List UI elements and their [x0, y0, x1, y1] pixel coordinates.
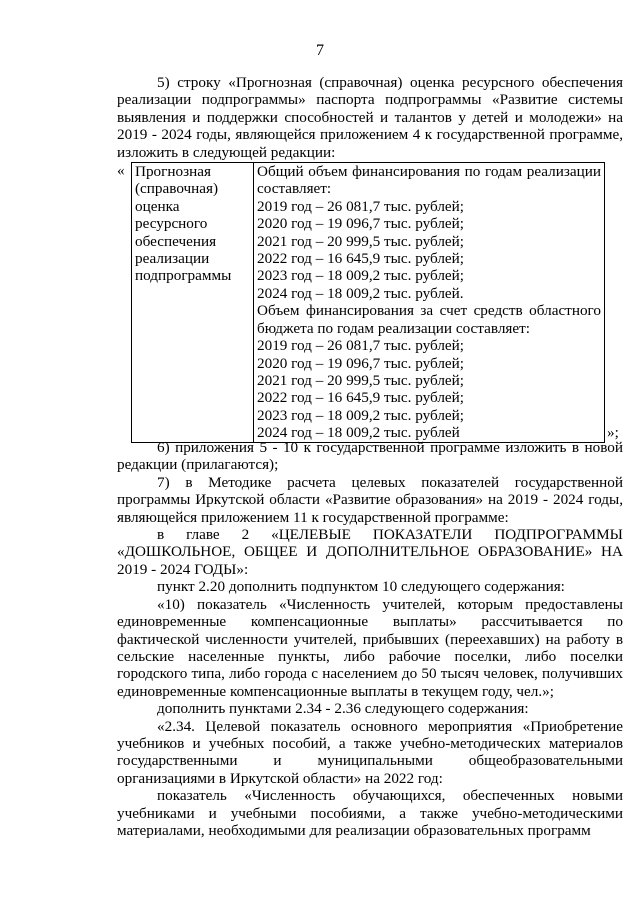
left-line: (справочная) — [135, 180, 219, 198]
point-2-20-paragraph: пункт 2.20 дополнить подпунктом 10 следующего содержания: — [157, 578, 565, 596]
document-body — [117, 74, 623, 839]
point-2-34-paragraph: «2.34. Целевой показатель основного мероприятия «Приобретение учебников и учебных пособий, а также учебно-методических материалов государственными и муниципальными общеобразовательными организациями в Иркутской области» на 2022 год: — [117, 717, 623, 787]
total-year-line: 2024 год – 18 009,2 тыс. рублей. — [257, 284, 464, 302]
chapter-word: ПОКАЗАТЕЛИ — [372, 526, 473, 544]
item-7-paragraph: 7) в Методике расчета целевых показателей государственной программы Иркутской области «Развитие образования» на 2019 - 2024 годы, являющейся приложением 11 к государственной программе: — [117, 473, 623, 526]
total-financing-header: Общий объем финансирования по годам реализации составляет: — [257, 163, 601, 198]
quoted-table-block — [117, 162, 623, 442]
quote-open: « — [117, 162, 125, 180]
chapter-word: «ЦЕЛЕВЫЕ — [271, 526, 351, 544]
financing-table — [131, 162, 605, 443]
table-left-cell — [132, 163, 254, 443]
chapter-word: главе — [186, 526, 220, 544]
regional-year-line: 2022 год – 16 645,9 тыс. рублей; — [257, 389, 465, 407]
total-year-line: 2023 год – 18 009,2 тыс. рублей; — [257, 267, 465, 285]
left-line: Прогнозная — [135, 163, 211, 181]
page-number: 7 — [316, 42, 324, 59]
total-year-line: 2021 год – 20 999,5 тыс. рублей; — [257, 232, 465, 250]
regional-year-line: 2019 год – 26 081,7 тыс. рублей; — [257, 337, 465, 355]
chapter-heading-line — [117, 526, 623, 543]
indicator-paragraph: показатель «Численность обучающихся, обеспеченных новыми учебниками и учебными пособиями, а также учебно-методическими материалами, необходимыми для реализации образовательных программ — [117, 787, 623, 839]
chapter-heading-rest: «ДОШКОЛЬНОЕ, ОБЩЕЕ И ДОПОЛНИТЕЛЬНОЕ ОБРАЗОВАНИЕ» НА 2019 - 2024 ГОДЫ»: — [117, 543, 623, 578]
left-line: ресурсного — [135, 215, 208, 233]
item-6-paragraph: 6) приложения 5 - 10 к государственной программе изложить в новой редакции (прилагаются); — [117, 439, 623, 474]
regional-year-line: 2024 год – 18 009,2 тыс. рублей — [257, 424, 460, 442]
regional-year-line: 2023 год – 18 009,2 тыс. рублей; — [257, 406, 465, 424]
chapter-word: в — [157, 526, 165, 544]
regional-year-line: 2020 год – 19 096,7 тыс. рублей; — [257, 354, 465, 372]
table-right-cell — [254, 163, 605, 443]
total-year-line: 2020 год – 19 096,7 тыс. рублей; — [257, 215, 465, 233]
add-points-paragraph: дополнить пунктами 2.34 - 2.36 следующего содержания: — [157, 700, 529, 718]
total-year-line: 2022 год – 16 645,9 тыс. рублей; — [257, 250, 465, 268]
left-line: оценка — [135, 197, 180, 215]
subpoint-10-paragraph: «10) показатель «Численность учителей, которым предоставлены единовременные компенсационные выплаты» рассчитывается по фактической численности учителей, прибывших (переехавших) на работу в сельские населенные пункты, либо рабочие поселки, либо поселки городского типа, либо города с населением до 50 тысяч человек, получивших единовременные компенсационные выплаты в текущем году, чел.»; — [117, 595, 623, 700]
regional-year-line: 2021 год – 20 999,5 тыс. рублей; — [257, 371, 465, 389]
quote-close: »; — [607, 423, 619, 441]
chapter-word: 2 — [241, 526, 250, 544]
left-line: подпрограммы — [135, 267, 232, 285]
total-year-line: 2019 год – 26 081,7 тыс. рублей; — [257, 197, 465, 215]
chapter-word: ПОДПРОГРАММЫ — [494, 526, 623, 544]
left-line: реализации — [135, 250, 210, 268]
item-5-paragraph: 5) строку «Прогнозная (справочная) оценка ресурсного обеспечения реализации подпрограммы» паспорта подпрограммы «Развитие системы выявления и поддержки способностей и талантов у детей и молодежи» на 2019 - 2024 годы, являющейся приложением 4 к государственной программе, изложить в следующей редакции: — [117, 74, 623, 161]
left-line: обеспечения — [135, 232, 217, 250]
regional-financing-header: Объем финансирования за счет средств областного бюджета по годам реализации составляет: — [257, 302, 601, 337]
